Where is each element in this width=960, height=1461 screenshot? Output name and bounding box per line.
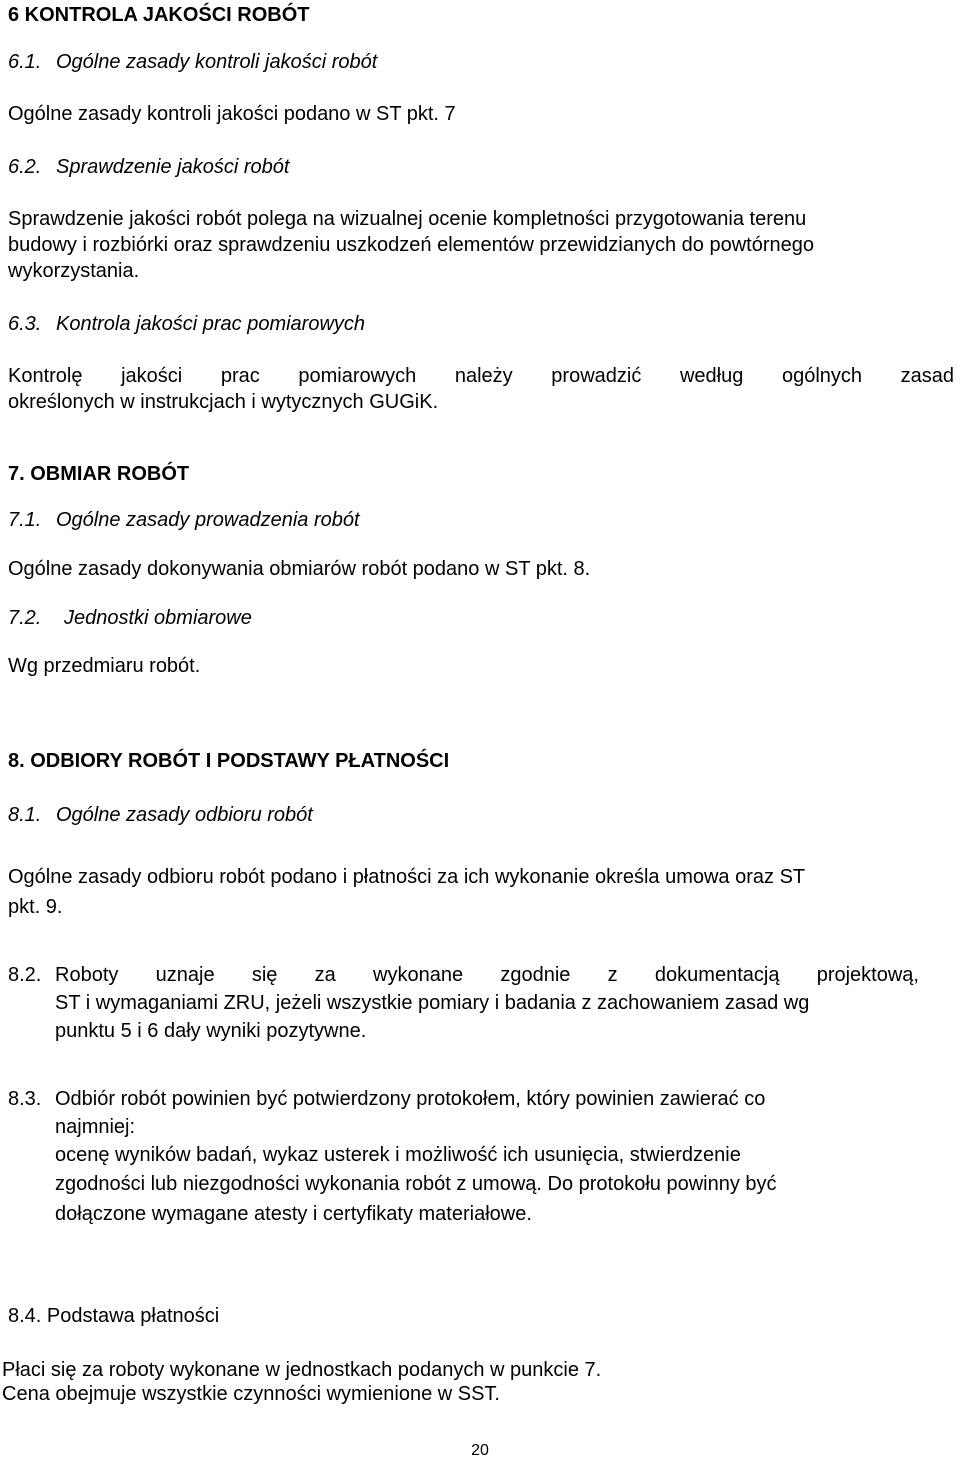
subsection-6-3-title	[8, 311, 365, 337]
subsection-title: Ogólne zasady kontroli jakości robót	[56, 51, 378, 73]
paragraph-line: Sprawdzenie jakości robót polega na wizualnej ocenie kompletności przygotowania terenu	[8, 208, 807, 230]
subsection-title: Kontrola jakości prac pomiarowych	[56, 313, 366, 335]
section-6-heading: 6 KONTROLA JAKOŚCI ROBÓT	[8, 4, 310, 26]
subsection-number: 6.1.	[8, 51, 42, 73]
paragraph-line: Odbiór robót powinien być potwierdzony protokołem, który powinien zawierać co	[55, 1088, 766, 1110]
subsection-8-4-title: 8.4. Podstawa płatności	[8, 1305, 220, 1327]
subsection-title: Sprawdzenie jakości robót	[56, 156, 290, 178]
paragraph-line: Płaci się za roboty wykonane w jednostkach podanych w punkcie 7.	[2, 1359, 602, 1381]
paragraph-line: punktu 5 i 6 dały wyniki pozytywne.	[55, 1020, 367, 1042]
subsection-title: Jednostki obmiarowe	[64, 607, 252, 629]
subsection-title: Ogólne zasady prowadzenia robót	[56, 509, 360, 531]
section-7-heading: 7. OBMIAR ROBÓT	[8, 463, 190, 485]
paragraph-line: najmniej:	[55, 1116, 136, 1138]
paragraph-line: wykorzystania.	[8, 260, 140, 282]
paragraph-line: Kontrolę jakości prac pomiarowych należy prowadzić według ogólnych zasad	[8, 365, 954, 387]
subsection-6-1-title	[8, 49, 377, 75]
paragraph-line: pkt. 9.	[8, 896, 63, 918]
paragraph-line: Roboty uznaje się za wykonane zgodnie z dokumentacją projektową,	[55, 964, 919, 986]
subsection-number: 6.2.	[8, 156, 42, 178]
subsection-8-2-number: 8.2.	[8, 964, 42, 986]
subsection-6-2-title	[8, 154, 289, 180]
subsection-number: 6.3.	[8, 313, 42, 335]
subsection-7-1-title	[8, 507, 360, 533]
subsection-number: 8.1.	[8, 804, 42, 826]
page-number: 20	[471, 1442, 489, 1459]
paragraph-line: dołączone wymagane atesty i certyfikaty materiałowe.	[55, 1203, 532, 1225]
subsection-title: Ogólne zasady odbioru robót	[56, 804, 313, 826]
subsection-8-3-number: 8.3.	[8, 1088, 42, 1110]
paragraph-line: ST i wymaganiami ZRU, jeżeli wszystkie pomiary i badania z zachowaniem zasad wg	[55, 992, 810, 1014]
subsection-8-1-title	[8, 802, 313, 828]
paragraph-line: zgodności lub niezgodności wykonania robót z umową. Do protokołu powinny być	[55, 1173, 777, 1195]
subsection-number: 7.1.	[8, 509, 42, 531]
section-8-heading: 8. ODBIORY ROBÓT I PODSTAWY PŁATNOŚCI	[8, 750, 450, 772]
paragraph-line: Ogólne zasady odbioru robót podano i płatności za ich wykonanie określa umowa oraz ST	[8, 866, 806, 888]
subsection-7-1-text: Ogólne zasady dokonywania obmiarów robót podano w ST pkt. 8.	[8, 558, 591, 580]
paragraph-line: określonych w instrukcjach i wytycznych GUGiK.	[8, 391, 439, 413]
subsection-7-2-text: Wg przedmiaru robót.	[8, 655, 201, 677]
paragraph-line: Cena obejmuje wszystkie czynności wymienione w SST.	[2, 1383, 500, 1405]
subsection-7-2-title	[8, 605, 252, 631]
paragraph-line: ocenę wyników badań, wykaz usterek i możliwość ich usunięcia, stwierdzenie	[55, 1144, 741, 1166]
subsection-6-1-text: Ogólne zasady kontroli jakości podano w ST pkt. 7	[8, 103, 456, 125]
paragraph-line: budowy i rozbiórki oraz sprawdzeniu uszkodzeń elementów przewidzianych do powtórnego	[8, 234, 814, 256]
subsection-number: 7.2.	[8, 607, 42, 629]
